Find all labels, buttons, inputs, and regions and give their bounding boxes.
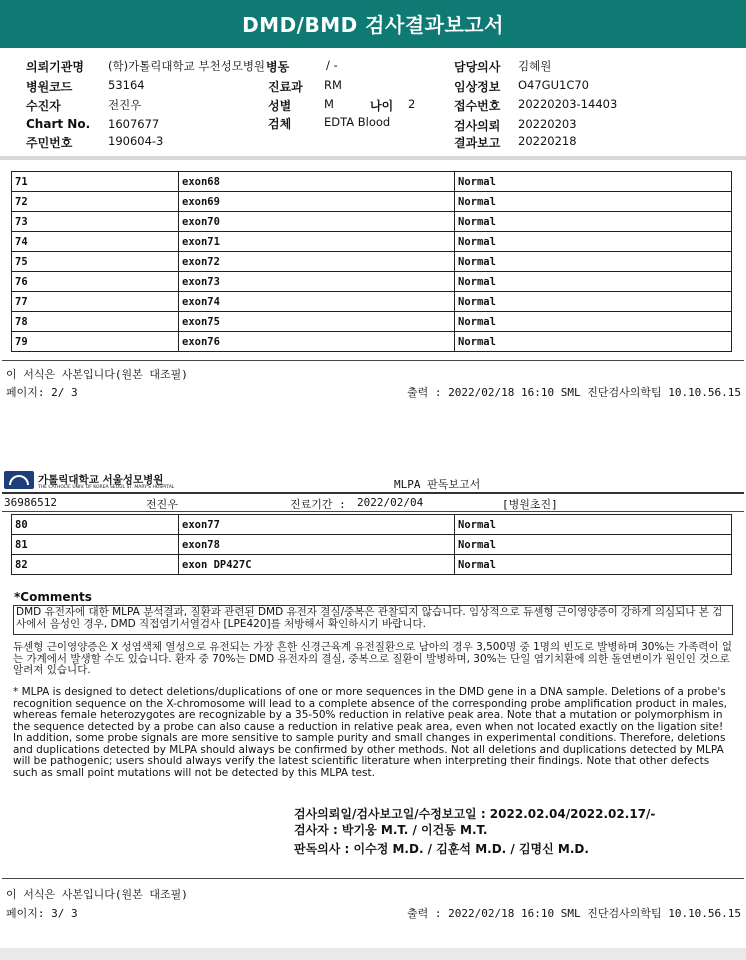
row-number: 71 bbox=[12, 172, 179, 192]
copy-note: 이 서식은 사본입니다(원본 대조필) bbox=[6, 888, 188, 901]
exon-name: exon72 bbox=[179, 252, 455, 272]
exon-name: exon DP427C bbox=[179, 555, 455, 575]
age-label: 나이 bbox=[370, 99, 394, 113]
exon-name: exon71 bbox=[179, 232, 455, 252]
row-number: 78 bbox=[12, 312, 179, 332]
exon-result: Normal bbox=[455, 555, 732, 575]
table-row bbox=[12, 212, 732, 232]
exon-result: Normal bbox=[455, 292, 732, 312]
exon-name: exon68 bbox=[179, 172, 455, 192]
exon-result: Normal bbox=[455, 312, 732, 332]
row-number: 76 bbox=[12, 272, 179, 292]
patient-name: 전진우 bbox=[146, 498, 178, 511]
print-info: 출력 : 2022/02/18 16:10 SML 진단검사의학팀 10.10.56.15 bbox=[407, 386, 742, 399]
institution-label: 의뢰기관명 bbox=[26, 60, 84, 74]
exon-result: Normal bbox=[455, 232, 732, 252]
table-row bbox=[12, 232, 732, 252]
exon-name: exon78 bbox=[179, 535, 455, 555]
request-label: 검사의뢰 bbox=[454, 119, 501, 133]
exon-results-table-page3 bbox=[11, 514, 732, 575]
report-dates: 검사의뢰일/검사보고일/수정보고일 : 2022.02.04/2022.02.17/- bbox=[294, 807, 656, 821]
dept-label: 진료과 bbox=[268, 80, 303, 94]
row-number: 74 bbox=[12, 232, 179, 252]
hospital-name: 가톨릭대학교 서울성모병원 bbox=[38, 474, 164, 486]
report-title: DMD/BMD 검사결과보고서 bbox=[242, 13, 504, 37]
receipt-label: 접수번호 bbox=[454, 99, 501, 113]
page-number: 페이지: 3/ 3 bbox=[6, 907, 78, 920]
exon-name: exon74 bbox=[179, 292, 455, 312]
divider bbox=[2, 878, 744, 879]
exon-result: Normal bbox=[455, 172, 732, 192]
age-value: 2 bbox=[408, 97, 416, 111]
specimen-label: 검체 bbox=[268, 117, 292, 131]
row-number: 82 bbox=[12, 555, 179, 575]
row-number: 75 bbox=[12, 252, 179, 272]
exon-result: Normal bbox=[455, 192, 732, 212]
exon-results-table-page2 bbox=[11, 171, 732, 352]
testers: 검사자 : 박기웅 M.T. / 이건동 M.T. bbox=[294, 823, 488, 837]
header-divider bbox=[2, 492, 744, 494]
collector-label: 수진자 bbox=[26, 99, 61, 113]
institution-value: (학)가톨릭대학교 부천성모병원 bbox=[108, 59, 266, 73]
sex-value: M bbox=[324, 97, 334, 111]
page-bottom-margin bbox=[0, 948, 746, 960]
table-row bbox=[12, 272, 732, 292]
exon-name: exon77 bbox=[179, 515, 455, 535]
result-value: 20220218 bbox=[518, 134, 577, 148]
row-number: 77 bbox=[12, 292, 179, 312]
readers: 판독의사 : 이수정 M.D. / 김훈석 M.D. / 김명신 M.D. bbox=[294, 842, 589, 856]
exon-name: exon70 bbox=[179, 212, 455, 232]
row-number: 73 bbox=[12, 212, 179, 232]
receipt-value: 20220203-14403 bbox=[518, 97, 618, 111]
patient-number: 36986512 bbox=[4, 496, 57, 509]
exon-name: exon69 bbox=[179, 192, 455, 212]
clinical-label: 임상정보 bbox=[454, 80, 501, 94]
row-number: 72 bbox=[12, 192, 179, 212]
table-row bbox=[12, 252, 732, 272]
exon-result: Normal bbox=[455, 332, 732, 352]
ward-label: 병동 bbox=[266, 60, 290, 74]
comments-background: 듀센형 근이영양증은 X 성염색체 열성으로 유전되는 가장 흔한 신경근육계 유전질환으로 남아의 경우 3,500명 중 1명의 빈도로 발병하며 30%는 가족력이 없는 가계에서 발생할 수도 있습니다. 환자 중 70%는 DMD 유전자의 결실, 중복으로 질환이 발병하며, 30%는 단일 염기치환에 의한 돌연변이가 원인인 것으로 알려져 있습니다. bbox=[13, 641, 732, 676]
copy-note: 이 서식은 사본입니다(원본 대조필) bbox=[6, 368, 188, 381]
table-row bbox=[12, 292, 732, 312]
exon-result: Normal bbox=[455, 272, 732, 292]
id-label: 주민번호 bbox=[26, 136, 73, 150]
hospital-code-label: 병원코드 bbox=[26, 80, 73, 94]
visit-type: [병원초진] bbox=[502, 498, 558, 511]
table-row bbox=[12, 172, 732, 192]
period-label: 진료기간 : bbox=[290, 498, 346, 511]
hospital-logo-icon bbox=[4, 471, 34, 489]
comments-summary-box: DMD 유전자에 대한 MLPA 분석결과, 질환과 관련된 DMD 유전자 결실/중복은 관찰되지 않습니다. 임상적으로 듀센형 근이영양증이 강하게 의심되나 본 검사에서 음성인 경우, DMD 직접염기서열검사 [LPE420]를 처방해서 확인하시기 바랍니다. bbox=[13, 605, 733, 635]
row-number: 81 bbox=[12, 535, 179, 555]
table-row bbox=[12, 332, 732, 352]
exon-name: exon73 bbox=[179, 272, 455, 292]
divider bbox=[2, 360, 744, 361]
dept-value: RM bbox=[324, 78, 342, 92]
specimen-value: EDTA Blood bbox=[324, 115, 391, 129]
exon-result: Normal bbox=[455, 252, 732, 272]
ward-value: / - bbox=[326, 58, 338, 72]
exon-name: exon76 bbox=[179, 332, 455, 352]
print-info: 출력 : 2022/02/18 16:10 SML 진단검사의학팀 10.10.56.15 bbox=[407, 907, 742, 920]
table-row bbox=[12, 555, 732, 575]
report-type-title: MLPA 판독보고서 bbox=[394, 478, 481, 491]
result-label: 결과보고 bbox=[454, 136, 501, 150]
page-number: 페이지: 2/ 3 bbox=[6, 386, 78, 399]
hospital-code-value: 53164 bbox=[108, 78, 145, 92]
mlpa-disclaimer: * MLPA is designed to detect deletions/duplications of one or more sequences in the DMD gene in a DNA sample. Deletions of a probe's recognition sequence on the X-chromosome will lead to a complete absence of the corresponding probe amplification product in males, whereas female heterozygotes are recognizable by a 35-50% reduction in relative peak area. Note that a mutation or polymorphism in the sequence detected by a probe can also cause a reduction in relative peak area, even when not located exactly on the ligation site! In addition, some probe signals are more sensitive to sample purity and small changes in experimental conditions. Therefore, deletions and duplications detected by MLPA should always be confirmed by other methods. Not all deletions and duplications detected by MLPA will be pathogenic; users should always verify the latest scientific literature when interpreting their findings. Note that other defects such as small point mutations will not be detected by this MLPA test. bbox=[13, 686, 728, 779]
page-separator bbox=[0, 156, 746, 160]
doctor-value: 김혜원 bbox=[518, 59, 552, 73]
table-row bbox=[12, 312, 732, 332]
period-value: 2022/02/04 bbox=[357, 496, 424, 509]
table-row bbox=[12, 515, 732, 535]
sex-label: 성별 bbox=[268, 99, 292, 113]
header-divider-2 bbox=[2, 511, 744, 512]
clinical-value: O47GU1C70 bbox=[518, 78, 589, 92]
request-value: 20220203 bbox=[518, 117, 577, 131]
table-row bbox=[12, 192, 732, 212]
exon-result: Normal bbox=[455, 212, 732, 232]
exon-result: Normal bbox=[455, 515, 732, 535]
chart-value: 1607677 bbox=[108, 117, 160, 131]
id-value: 190604-3 bbox=[108, 134, 164, 148]
chart-label: Chart No. bbox=[26, 117, 91, 131]
row-number: 80 bbox=[12, 515, 179, 535]
row-number: 79 bbox=[12, 332, 179, 352]
exon-name: exon75 bbox=[179, 312, 455, 332]
table-row bbox=[12, 535, 732, 555]
doctor-label: 담당의사 bbox=[454, 60, 501, 74]
collector-value: 전진우 bbox=[108, 98, 142, 112]
exon-result: Normal bbox=[455, 535, 732, 555]
comments-title: *Comments bbox=[14, 590, 92, 604]
hospital-subname: THE CATHOLIC UNIV. OF KOREA SEOUL ST. MARY'S HOSPITAL bbox=[38, 485, 175, 490]
